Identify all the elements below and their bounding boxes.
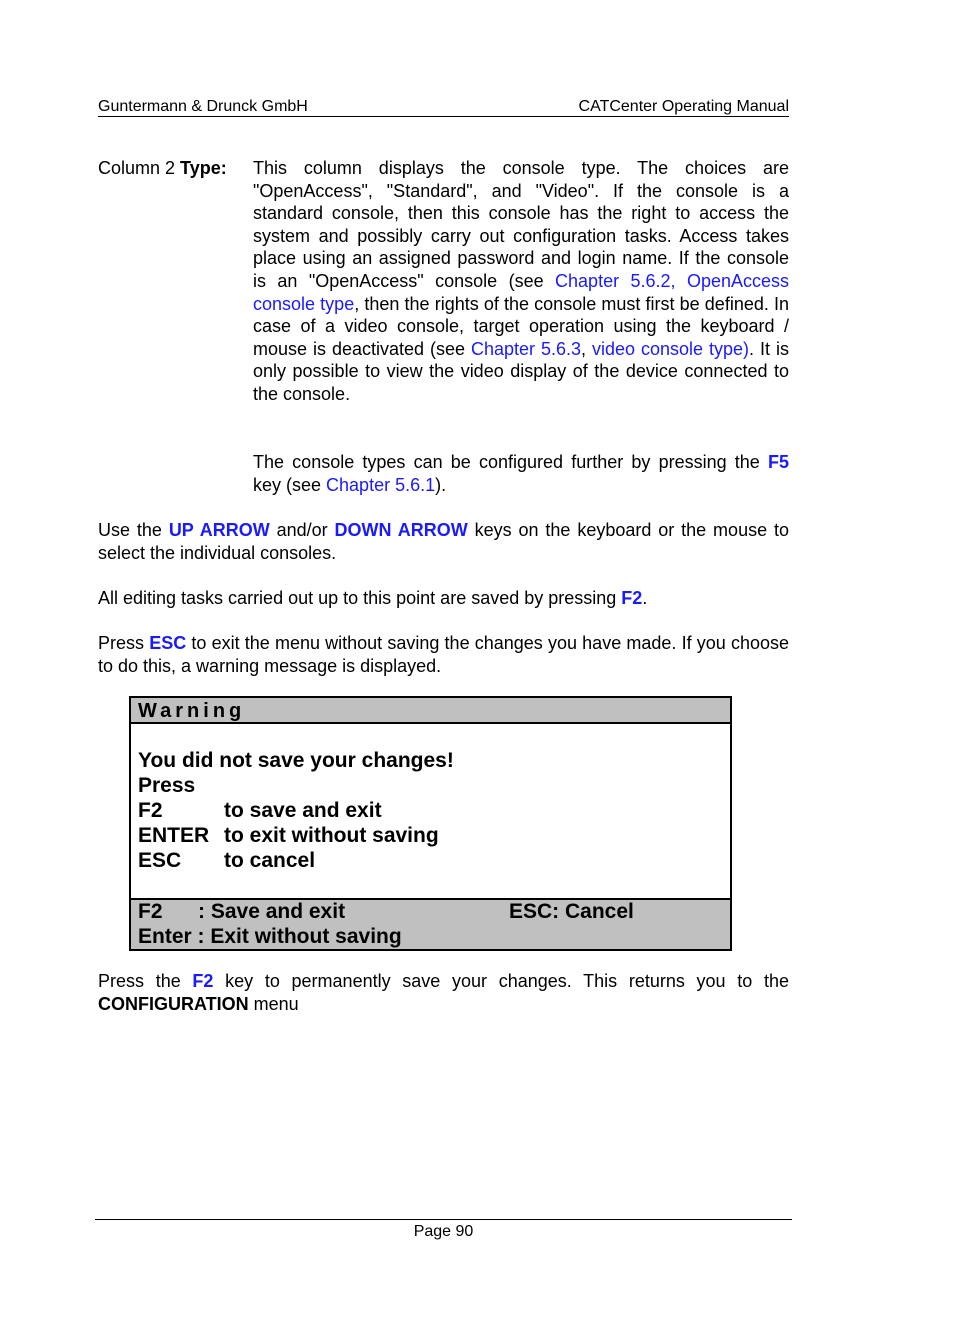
page-header [98,96,789,117]
header-manual-title: CATCenter Operating Manual [578,98,789,115]
warning-dialog [129,696,732,951]
esc-paragraph: Press ESC to exit the menu without saving the changes you have made. If you choose to do this, a warning message is displayed. [98,633,789,676]
arrow-keys-paragraph: Use the UP ARROW and/or DOWN ARROW keys on the keyboard or the mouse to select the individual consoles. [98,520,789,563]
column-label: Column 2 Type: [98,158,227,178]
warning-body [138,748,454,873]
link-video-console-type[interactable]: video console type) [592,338,750,359]
link-chapter-5-6-1[interactable]: Chapter 5.6.1 [326,474,436,495]
warning-row-enter: ENTER to exit without saving [138,824,439,847]
warning-message: You did not save your changes! [138,749,454,772]
key-f5: F5 [767,452,789,472]
warning-title-bar [131,698,730,724]
warning-footer [131,898,730,949]
footer-enter-exit[interactable]: Enter : Exit without saving [138,925,402,948]
key-f2-final: F2 [192,971,214,991]
save-paragraph: All editing tasks carried out up to this point are saved by pressing F2. [98,588,648,608]
type-description-paragraph: This column displays the console type. The choices are "OpenAccess", "Standard", and "Video". If the console is a standard console, then this console has the right to access the system and possibly carry out configuration tasks. Access takes place using an assigned password and login name. If the console is an "OpenAccess" console (see Chapter 5.6.2, OpenAccess console type, then the rights of the console must first be defined. In case of a video console, target operation using the keyboard / mouse is deactivated (see Chapter 5.6.3, video console type). It is only possible to view the video display of the device connected to the console. [253,158,789,404]
page-footer [95,1219,792,1240]
warning-press: Press [138,774,196,797]
key-esc: ESC [149,633,187,653]
link-chapter-5-6-2[interactable]: Chapter 5.6.2, OpenAccess console type [253,270,789,314]
header-company: Guntermann & Drunck GmbH [98,98,308,115]
console-types-paragraph: The console types can be configured further by pressing the F5 key (see Chapter 5.6.1). [253,452,789,495]
page-number: Page 90 [413,1223,474,1240]
warning-title: Warning [138,700,246,722]
footer-esc-cancel[interactable]: ESC: Cancel [509,900,634,923]
warning-row-esc: ESC to cancel [138,849,316,872]
key-f2: F2 [621,588,643,608]
final-paragraph: Press the F2 key to permanently save your changes. This returns you to the CONFIGURATION menu [98,971,789,1014]
link-chapter-5-6-3[interactable]: Chapter 5.6.3 [470,338,582,359]
warning-row-f2: F2 to save and exit [138,799,382,822]
key-up-arrow: UP ARROW [168,520,270,540]
key-down-arrow: DOWN ARROW [334,520,468,540]
footer-save-exit[interactable]: F2 : Save and exit [138,900,346,923]
